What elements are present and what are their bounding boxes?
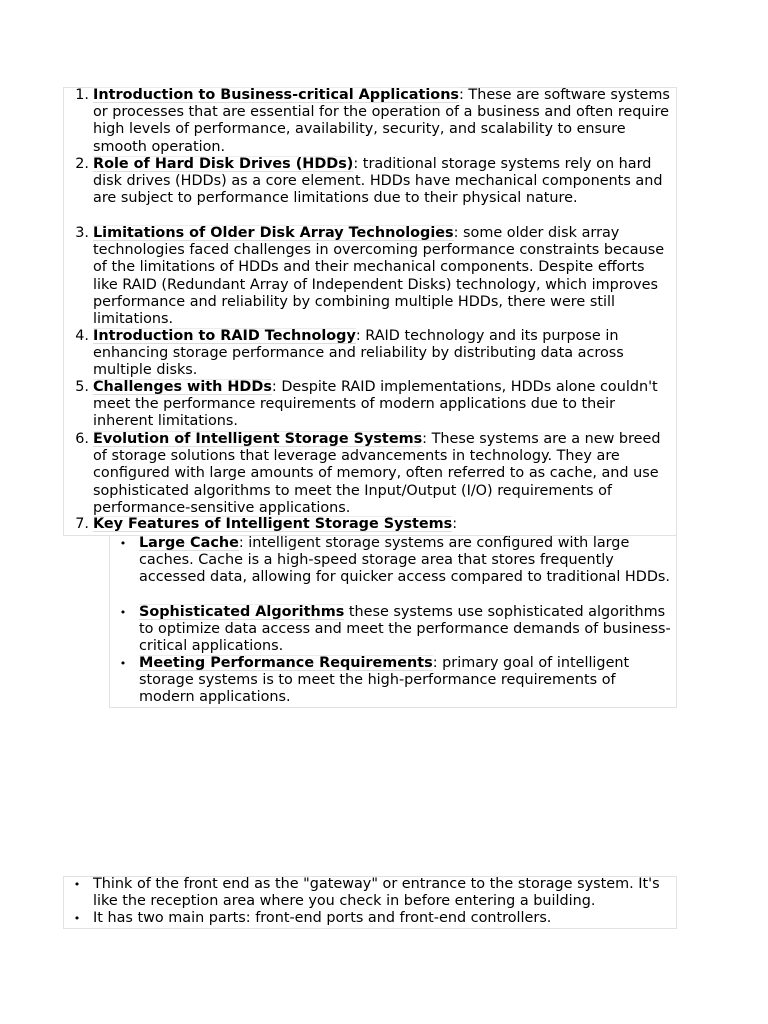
sub-list-item	[119, 604, 673, 656]
front-end-list-item	[73, 910, 676, 927]
list-item	[75, 516, 673, 533]
list-item	[75, 156, 673, 208]
list-item	[75, 87, 673, 156]
bullet: •	[73, 878, 81, 891]
list-item-term: Introduction to Business-critical Applications	[93, 87, 459, 103]
list-item-text: these systems use sophisticated algorithms to optimize data access and meet the performance demands of business-critical applications.	[139, 604, 671, 655]
list-item-term: Meeting Performance Requirements	[139, 655, 433, 671]
bullet: •	[73, 912, 81, 925]
list-number: 4.	[75, 328, 89, 344]
list-item	[75, 431, 673, 517]
list-item-text: : traditional storage systems rely on hard disk drives (HDDs) as a core element. HDDs have mechanical components and are subject to performance limitations due to their physical nature.	[93, 156, 663, 207]
list-item-text: : some older disk array technologies faced challenges in overcoming performance constraints because of the limitations of HDDs and their mechanical components. Despite efforts like RAID (Redundant Array of Independent Disks) technology, which improves performance and reliability by combining multiple HDDs, there were still limitations.	[93, 225, 665, 328]
list-item-term: Limitations of Older Disk Array Technologies	[93, 225, 454, 241]
list-item-text: : These systems are a new breed of storage solutions that leverage advancements in technology. They are configured with large amounts of memory, often referred to as cache, and use sophisticated algorithms to meet the Input/Output (I/O) requirements of performance-sensitive applications.	[93, 431, 661, 516]
list-item-text: :	[452, 516, 458, 532]
list-number: 5.	[75, 379, 89, 395]
bullet: •	[119, 537, 127, 550]
list-item-term: Role of Hard Disk Drives (HDDs)	[93, 156, 354, 172]
list-item-text: : primary goal of intelligent storage systems is to meet the high-performance requirements of modern applications.	[139, 655, 630, 706]
list-item-term: Sophisticated Algorithms	[139, 604, 345, 620]
list-item	[75, 328, 673, 380]
list-item-term: Evolution of Intelligent Storage Systems	[93, 431, 423, 447]
list-number: 1.	[75, 87, 89, 103]
list-item-text: Think of the front end as the "gateway" or entrance to the storage system. It's like the reception area where you check in before entering a building.	[93, 876, 660, 910]
list-item-term: Introduction to RAID Technology	[93, 328, 356, 344]
list-item-text: : Despite RAID implementations, HDDs alone couldn't meet the performance requirements of modern applications due to their inherent limitations.	[93, 379, 658, 430]
front-end-list-item	[73, 876, 676, 910]
list-number: 2.	[75, 156, 89, 172]
bullet: •	[119, 606, 127, 619]
list-item-text: It has two main parts: front-end ports and front-end controllers.	[93, 910, 552, 926]
list-item-term: Key Features of Intelligent Storage Systems	[93, 516, 453, 532]
list-number: 7.	[75, 516, 89, 532]
list-item-text: : RAID technology and its purpose in enhancing storage performance and reliability by distributing data across multiple disks.	[93, 328, 624, 379]
sub-list-item	[119, 535, 673, 587]
list-number: 6.	[75, 431, 89, 447]
list-item	[75, 379, 673, 431]
list-item-term: Challenges with HDDs	[93, 379, 272, 395]
list-item-text: : intelligent storage systems are configured with large caches. Cache is a high-speed storage area that stores frequently accessed data, allowing for quicker access compared to traditional HDDs.	[139, 535, 670, 586]
bullet: •	[119, 657, 127, 670]
list-item	[75, 225, 673, 328]
sub-list-item	[119, 655, 673, 707]
list-item-term: Large Cache	[139, 535, 239, 551]
list-item-text: : These are software systems or processes that are essential for the operation of a business and often require high levels of performance, availability, security, and scalability to ensure smooth operation.	[93, 87, 670, 155]
list-number: 3.	[75, 225, 89, 241]
